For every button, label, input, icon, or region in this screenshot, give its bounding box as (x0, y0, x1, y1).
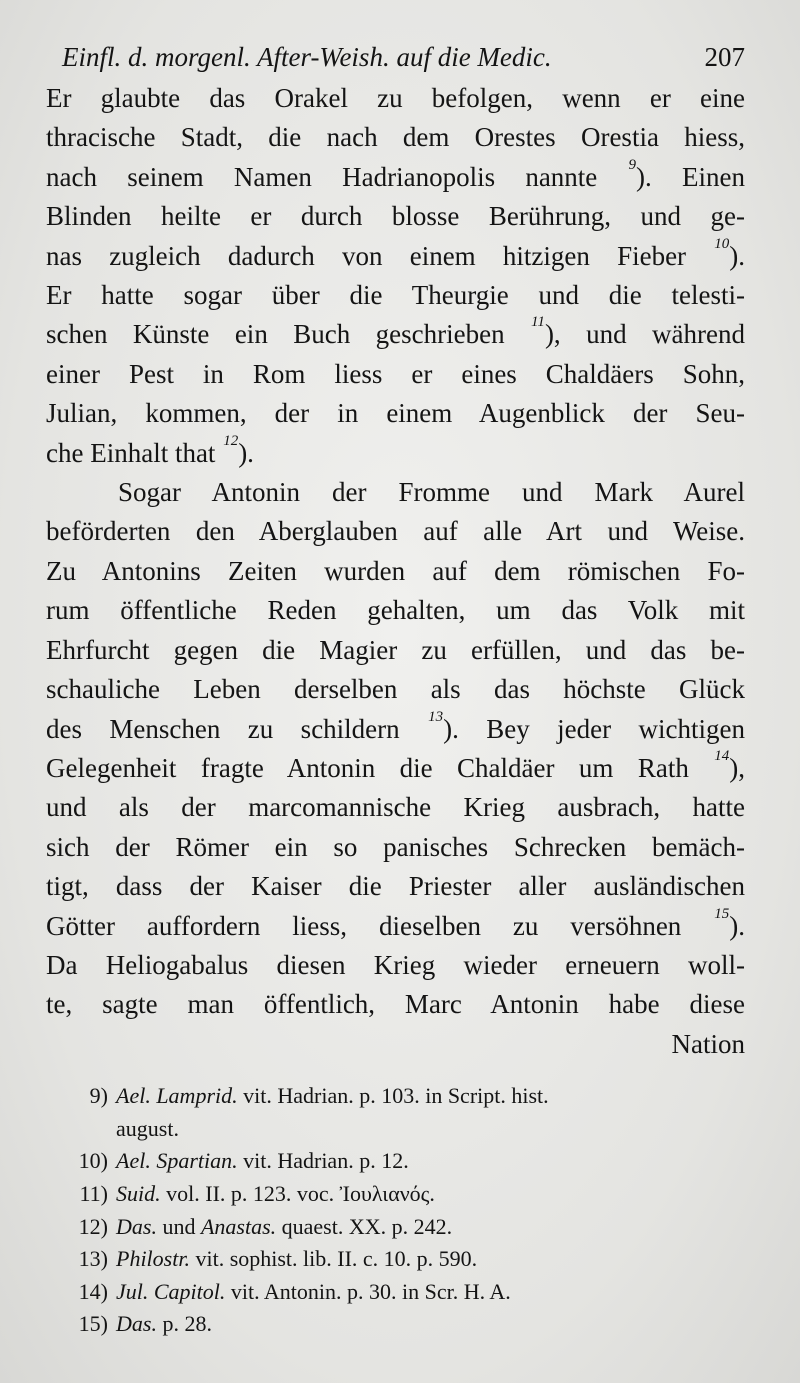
text-line: schen Künste ein Buch geschrieben $^{11}$), und während (46, 314, 745, 350)
footnote-number: 10) (78, 1148, 108, 1174)
footnote-number: 12) (78, 1213, 108, 1239)
text-line: und als der marcomannische Krieg ausbrach, hatte (46, 792, 745, 823)
footnotes (42, 1080, 745, 1341)
text-line: te, sagte man öffentlich, Marc Antonin habe diese (46, 989, 745, 1020)
footnote-number: 14) (78, 1278, 108, 1304)
footnote-ref: 13 (428, 708, 444, 725)
footnote-number: 15) (78, 1311, 108, 1337)
text-line: Ehrfurcht gegen die Magier zu erfüllen, und das be- (46, 634, 745, 665)
catchword: Nation (671, 1028, 745, 1059)
footnote: 14) Jul. Capitol. vit. Antonin. p. 30. in Scr. H. A. (42, 1276, 745, 1309)
text-line: nas zugleich dadurch von einem hitzigen Fieber $^{10}$). (46, 235, 745, 271)
text-line: Gelegenheit fragte Antonin die Chaldäer um Rath $^{14}$), (46, 747, 745, 783)
footnote-ref: 9 (628, 156, 637, 173)
text-line: des Menschen zu schildern $^{13}$). Bey jeder wichtigen (46, 708, 745, 744)
text-line: Sogar Antonin der Fromme und Mark Aurel (118, 477, 745, 508)
page-number: 207 (704, 42, 745, 72)
text-line: Da Heliogabalus diesen Krieg wieder erneuern woll- (46, 949, 745, 980)
text-line: Zu Antonins Zeiten wurden auf dem römischen Fo- (46, 555, 745, 586)
text-line: Er glaubte das Orakel zu befolgen, wenn er eine (46, 83, 745, 113)
footnote-source: Das. (116, 1311, 157, 1337)
footnote-ref: 10 (714, 235, 730, 252)
text-line: Er hatte sogar über die Theurgie und die telesti- (46, 280, 745, 311)
footnote-number: 11) (79, 1180, 108, 1206)
footnote-source: Das. (116, 1213, 157, 1239)
footnote: 10) Ael. Spartian. vit. Hadrian. p. 12. (42, 1145, 745, 1178)
footnote: 12) Das. und Anastas. quaest. XX. p. 242. (42, 1211, 745, 1244)
footnote: 15) Das. p. 28. (42, 1308, 745, 1341)
text-line: che Einhalt that $^{12}$). (46, 432, 254, 468)
footnote: 13) Philostr. vit. sophist. lib. II. c. 10. p. 590. (42, 1243, 745, 1276)
footnote-source: Ael. Lamprid. (116, 1083, 238, 1109)
running-title: Einfl. d. morgenl. After-Weish. auf die Medic. (62, 42, 552, 72)
text-line: sich der Römer ein so panisches Schrecken bemäch- (46, 831, 745, 862)
footnote-source: Ael. Spartian. (116, 1148, 238, 1174)
text-line: schauliche Leben derselben als das höchste Glück (46, 674, 745, 705)
footnote: 9) Ael. Lamprid. vit. Hadrian. p. 103. in Script. hist. (42, 1080, 745, 1113)
footnote-ref: 14 (714, 747, 730, 764)
text-line: tigt, dass der Kaiser die Priester aller ausländischen (46, 871, 745, 902)
footnote-source: Suid. (116, 1180, 161, 1206)
text-line: beförderten den Aberglauben auf alle Art und Weise. (46, 516, 745, 547)
text-line: einer Pest in Rom liess er eines Chaldäers Sohn, (46, 358, 745, 389)
footnote-source: Anastas. (200, 1213, 277, 1239)
footnote-number: 9) (89, 1083, 108, 1109)
text-line: Götter auffordern liess, dieselben zu versöhnen $^{15}$). (46, 905, 746, 941)
footnote-ref: 12 (223, 432, 239, 449)
main-text (46, 79, 745, 1064)
footnote-continuation: august. (116, 1115, 179, 1141)
text-line: Julian, kommen, der in einem Augenblick der Seu- (46, 398, 745, 429)
text-line: rum öffentliche Reden gehalten, um das Volk mit (46, 595, 745, 626)
footnote-ref: 11 (531, 314, 545, 331)
text-line: Blinden heilte er durch blosse Berührung, und ge- (46, 201, 745, 232)
text-line: nach seinem Namen Hadrianopolis nannte $^9$). Einen (46, 156, 745, 192)
text-line: thracische Stadt, die nach dem Orestes Orestia hiess, (46, 122, 745, 153)
footnote-source: Philostr. (116, 1246, 190, 1272)
footnote-ref: 15 (714, 905, 730, 922)
footnote: 11) Suid. vol. II. p. 123. voc. Ἰουλιανός. (42, 1178, 745, 1211)
running-header (62, 42, 745, 73)
footnote-source: Jul. Capitol. (116, 1278, 226, 1304)
footnote-number: 13) (78, 1246, 108, 1272)
